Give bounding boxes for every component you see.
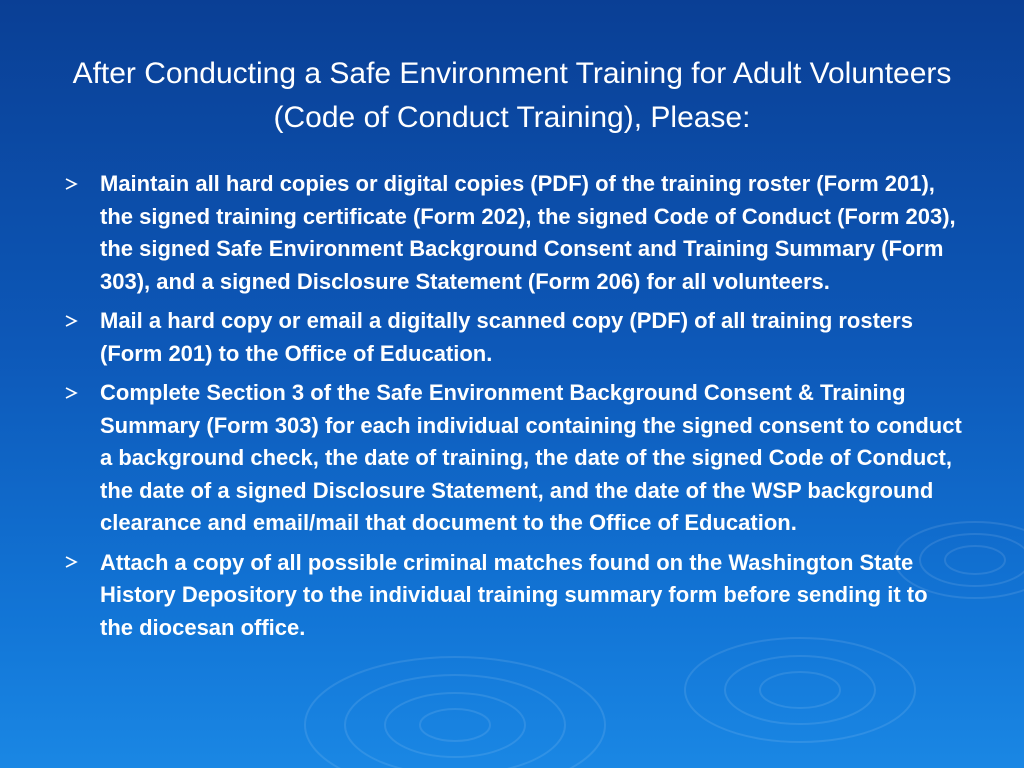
bullet-item xyxy=(64,168,964,298)
bullet-text: Maintain all hard copies or digital copies (PDF) of the training roster (Form 201), the signed training certificate (Form 202), the signed Code of Conduct (Form 203), the signed Safe Environment Background Consent and Training Summary (Form 303), and a signed Disclosure Statement (Form 206) for all volunteers. xyxy=(100,171,956,294)
bullet-text: Complete Section 3 of the Safe Environment Background Consent & Training Summary (Form 303) for each individual containing the signed consent to conduct a background check, the date of training, the date of the signed Code of Conduct, the date of a signed Disclosure Statement, and the date of the WSP background clearance and email/mail that document to the Office of Education. xyxy=(100,380,962,535)
bullet-item xyxy=(64,377,964,540)
arrowhead-bullet-icon xyxy=(64,547,100,580)
bullet-text: Attach a copy of all possible criminal matches found on the Washington State History Depository to the individual training summary form before sending it to the diocesan office. xyxy=(100,549,928,640)
slide-title: After Conducting a Safe Environment Training for Adult Volunteers (Code of Conduct Training), Please: xyxy=(72,57,952,134)
arrowhead-bullet-icon xyxy=(64,377,100,410)
bullet-list xyxy=(64,168,964,651)
bullet-text: Mail a hard copy or email a digitally scanned copy (PDF) of all training rosters (Form 201) to the Office of Education. xyxy=(100,308,913,366)
arrowhead-bullet-icon xyxy=(64,305,100,338)
arrowhead-bullet-icon xyxy=(64,168,100,201)
bullet-item xyxy=(64,547,964,645)
bullet-item xyxy=(64,305,964,370)
